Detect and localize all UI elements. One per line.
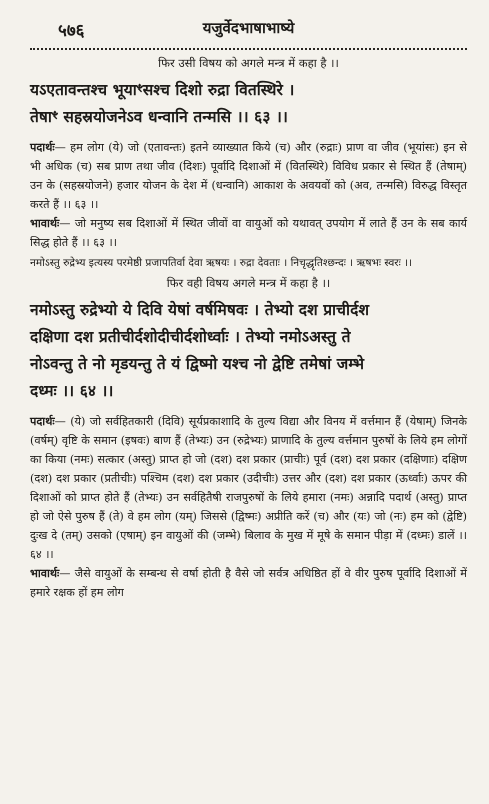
section1-bhavartha: भावार्थः— जो मनुष्य सब दिशाओं में स्थित जीवों वा वायुओं को यथावत् उपयोग में लाते हैं उन के सब कार्य सिद्ध होते हैं ।। ६३ ।। bbox=[30, 216, 467, 249]
padartha-label: पदार्थः bbox=[30, 140, 55, 154]
section2-padartha: पदार्थः— (ये) जो सर्वहितकारी (दिवि) सूर्यप्रकाशादि के तुल्य विद्या और विनय में वर्त्तमान हैं (येषाम्) जिनके (वर्षम्) वृष्टि के समान (इषवः) बाण हैं (तेभ्यः) उन (रुद्रेभ्यः) प्राणादि के तुल्य वर्त्तमान पुरुषों के लिये हम लोगों का किया (नमः) सत्कार (अस्तु) प्राप्त हो जो (दश) दश प्रकार (प्राचीः) पूर्व (दश) दश प्रकार (दक्षिणाः) दक्षिण (दश) दश प्रकार (प्रतीचीः) पश्चिम (दश) दश प्रकार (उदीचीः) उत्तर और (दश) दश प्रकार (ऊर्ध्वाः) ऊपर की दिशाओं को प्राप्त होते हैं (तेभ्यः) उन सर्वहितैषी राजपुरुषों के लिये हमारा (नमः) अन्नादि पदार्थ (अस्तु) प्राप्त हो जो ऐसे पुरुष हैं (ते) वे हम लोग (यम्) जिससे (द्विष्मः) अप्रीति करें (च) और (यः) जो (नः) हम को (द्वेष्टि) दुःख दे (तम्) उसको (एषाम्) इन वायुओं की (जम्भे) बिलाव के मुख में मूषे के समान पीड़ा में (दध्मः) डालें ।। ६४ ।। bbox=[30, 414, 467, 561]
running-title: यजुर्वेदभाषाभाष्ये bbox=[202, 19, 295, 37]
section1-padartha: पदार्थः— हम लोग (ये) जो (एतावन्तः) इतने व्याख्यात किये (च) और (रुद्राः) प्राण वा जीव (भूयांसः) इन से भी अधिक (च) सब प्राण तथा जीव (दिशः) पूर्वादि दिशाओं में (वितस्थिरे) विविध प्रकार से स्थित हैं (तेषाम्) उन के (सहस्रयोजने) हजार योजन के देश में (धन्वानि) आकाश के अवयवों को (अव, तन्मसि) विरुद्ध विस्तृत करते हैं ।। ६३ ।। bbox=[30, 140, 467, 211]
padartha-text: हम लोग (ये) जो (एतावन्तः) इतने व्याख्यात किये (च) और (रुद्राः) प्राण वा जीव (भूयांसः) इन से भी अधिक (च) सब प्राण तथा जीव (दिशः) पूर्वादि दिशाओं में (वितस्थिरे) विविध प्रकार से स्थित हैं (तेषाम्) उन के (सहस्रयोजने) हजार योजन के देश में (धन्वानि) आकाश के अवयवों को (अव, तन्मसि) विरुद्ध विस्तृत करते हैं ।। ६३ ।। bbox=[30, 141, 467, 211]
bhavartha-text: जैसे वायुओं के सम्बन्ध से वर्षा होती है वैसे जो सर्वत्र अधिष्ठित हों वे वीर पुरुष पूर्वादि दिशाओं में हमारे रक्षक हों हम लोग bbox=[30, 567, 467, 599]
bhavartha-label: भावार्थः bbox=[30, 216, 60, 230]
mantra-line: यऽएतावन्तश्च भूयाꣳसश्च दिशो रुद्रा वितस्थिरे । bbox=[30, 80, 295, 99]
mantra-line: दक्षिणा दश प्रतीचीर्दशोदीचीर्दशोर्ध्वाः । तेभ्यो नमोऽअस्तु ते bbox=[30, 327, 351, 346]
mantra-line: नोऽवन्तु ते नो मृडयन्तु ते यं द्विष्मो यश्च नो द्वेष्टि तमेषां जम्भे bbox=[30, 354, 365, 373]
padartha-label: पदार्थः bbox=[30, 414, 55, 428]
mantra-line: नमोऽस्तु रुद्रेभ्यो ये दिवि येषां वर्षमिषवः । तेभ्यो दश प्राचीर्दश bbox=[30, 300, 370, 319]
padartha-text: (ये) जो सर्वहितकारी (दिवि) सूर्यप्रकाशादि के तुल्य विद्या और विनय में वर्त्तमान हैं (येषाम्) जिनके (वर्षम्) वृष्टि के समान (इषवः) बाण हैं (तेभ्यः) उन (रुद्रेभ्यः) प्राणादि के तुल्य वर्त्तमान पुरुषों के लिये हम लोगों का किया (नमः) सत्कार (अस्तु) प्राप्त हो जो (दश) दश प्रकार (प्राचीः) पूर्व (दश) दश प्रकार (दक्षिणाः) दक्षिण (दश) दश प्रकार (प्रतीचीः) पश्चिम (दश) दश प्रकार (उदीचीः) उत्तर और (दश) दश प्रकार (ऊर्ध्वाः) ऊपर की दिशाओं को प्राप्त होते हैं (तेभ्यः) उन सर्वहितैषी राजपुरुषों के लिये हमारा (नमः) अन्नादि पदार्थ (अस्तु) प्राप्त हो जो ऐसे पुरुष हैं (ते) वे हम लोग (यम्) जिससे (द्विष्मः) अप्रीति करें (च) और (यः) जो (नः) हम को (द्वेष्टि) दुःख दे (तम्) उसको (एषाम्) इन वायुओं की (जम्भे) बिलाव के मुख में मूषे के समान पीड़ा में (दध्मः) डालें ।। ६४ ।। bbox=[30, 415, 467, 561]
header-divider bbox=[30, 48, 467, 50]
section2-intro: फिर वही विषय अगले मन्त्र में कहा है ।। bbox=[166, 276, 331, 290]
section2-mantra bbox=[30, 296, 467, 404]
mantra-line: तेषाꣳ सहस्रयोजनेऽव धन्वानि तन्मसि ।। ६३ ।। bbox=[30, 107, 288, 126]
rishi-devata-line: नमोऽस्तु रुद्रेभ्य इत्यस्य परमेष्ठी प्रजापतिर्वा देवा ऋषयः । रुद्रा देवताः । निचृद्धृतिश्छन्दः । ऋषभः स्वरः ।। bbox=[30, 257, 412, 269]
page-header bbox=[30, 0, 467, 52]
section1-intro: फिर उसी विषय को अगले मन्त्र में कहा है ।। bbox=[158, 56, 339, 70]
section1-mantra bbox=[30, 76, 467, 130]
mantra-line: दध्मः ।। ६४ ।। bbox=[30, 381, 114, 400]
bhavartha-label: भावार्थः bbox=[30, 566, 60, 580]
page-number: ५७६ bbox=[58, 21, 85, 41]
bhavartha-text: जो मनुष्य सब दिशाओं में स्थित जीवों वा वायुओं को यथावत् उपयोग में लाते हैं उन के सब कार्य सिद्ध होते हैं ।। ६३ ।। bbox=[30, 217, 467, 249]
section2-bhavartha: भावार्थः— जैसे वायुओं के सम्बन्ध से वर्षा होती है वैसे जो सर्वत्र अधिष्ठित हों वे वीर पुरुष पूर्वादि दिशाओं में हमारे रक्षक हों हम लोग bbox=[30, 566, 467, 599]
